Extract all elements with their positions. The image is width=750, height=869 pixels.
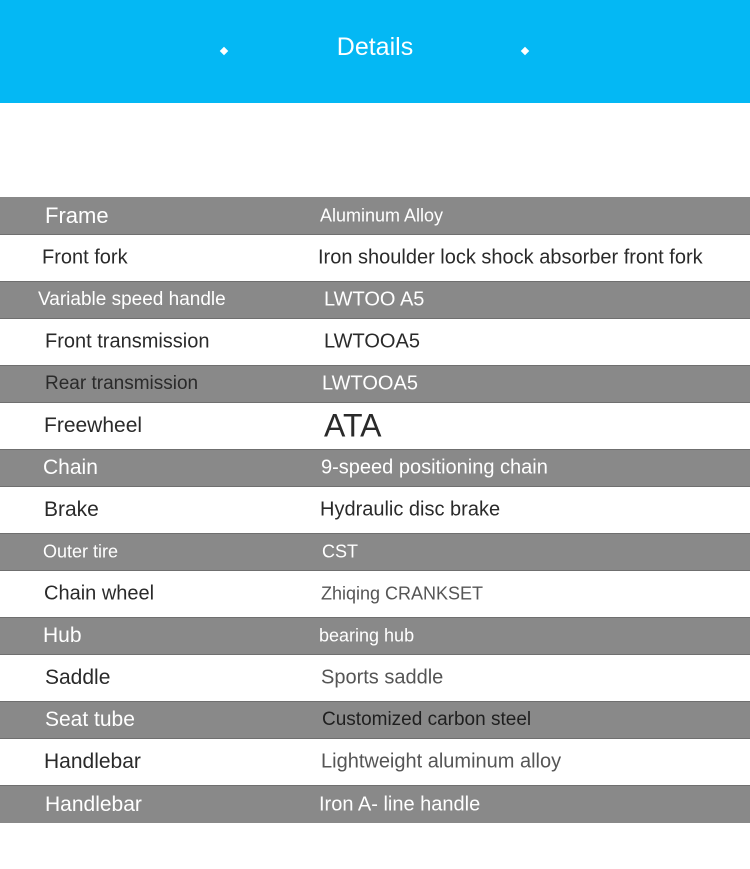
table-row — [0, 234, 750, 282]
spec-label: Seat tube — [45, 708, 135, 731]
spec-label: Hub — [43, 624, 82, 647]
table-row — [0, 654, 750, 702]
table-row — [0, 486, 750, 534]
table-row — [0, 450, 750, 486]
spec-value: bearing hub — [319, 625, 415, 646]
spec-label: Front fork — [42, 246, 128, 269]
page-title: Details — [336, 33, 414, 61]
details-banner — [0, 0, 750, 103]
table-row — [0, 618, 750, 654]
table-row — [0, 570, 750, 618]
table-row — [0, 318, 750, 366]
spec-value: CST — [322, 541, 358, 562]
spec-value: 9-speed positioning chain — [321, 456, 548, 479]
table-row — [0, 738, 750, 786]
spec-value: Sports saddle — [321, 666, 444, 689]
table-row — [0, 282, 750, 318]
spec-label: Chain — [43, 456, 98, 479]
spec-label: Rear transmission — [45, 373, 199, 394]
spec-label: Outer tire — [43, 541, 119, 562]
spec-value: Zhiqing CRANKSET — [321, 583, 484, 604]
spec-label: Freewheel — [44, 414, 143, 437]
spec-label: Variable speed handle — [38, 289, 226, 310]
spec-value: Iron A- line handle — [319, 793, 481, 815]
spec-value: Aluminum Alloy — [320, 205, 444, 225]
table-row — [0, 534, 750, 570]
spec-label: Handlebar — [45, 792, 142, 816]
spec-label: Saddle — [45, 666, 111, 689]
spec-value: Hydraulic disc brake — [320, 498, 501, 521]
spec-value: Iron shoulder lock shock absorber front fork — [318, 246, 703, 269]
table-row — [0, 366, 750, 402]
table-row — [0, 197, 750, 234]
spec-value: LWTOOA5 — [324, 330, 420, 353]
spec-value: ATA — [324, 407, 382, 444]
table-row — [0, 702, 750, 738]
spec-value: Customized carbon steel — [322, 709, 532, 730]
spec-table — [0, 197, 750, 823]
spec-label: Chain wheel — [44, 582, 155, 605]
spec-value: LWTOOA5 — [322, 372, 418, 395]
spec-label: Front transmission — [45, 330, 210, 353]
spec-label: Handlebar — [44, 750, 141, 773]
table-row — [0, 786, 750, 823]
spec-label: Frame — [45, 202, 109, 228]
spec-value: Lightweight aluminum alloy — [321, 750, 562, 773]
spec-label: Brake — [44, 498, 99, 521]
table-row — [0, 402, 750, 450]
spec-value: LWTOO A5 — [324, 288, 425, 311]
